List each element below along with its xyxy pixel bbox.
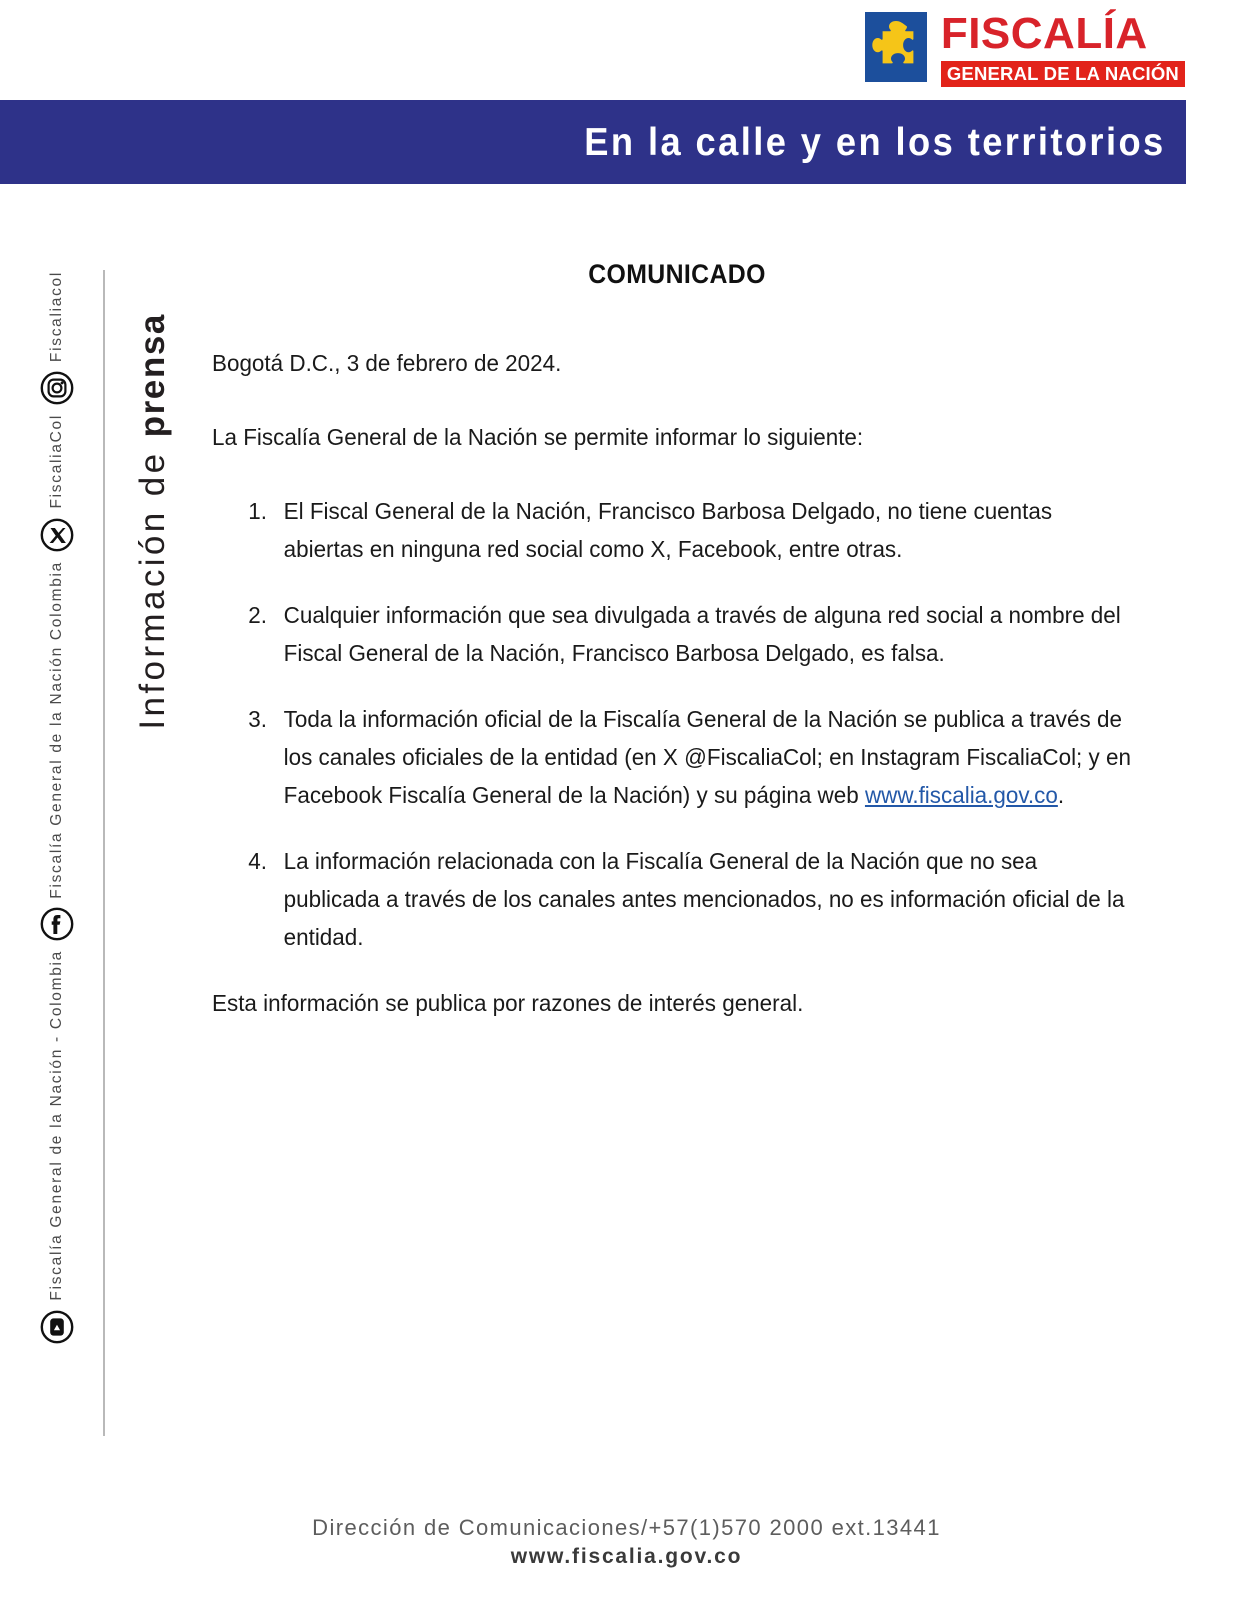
list-item [212,842,1136,956]
instagram-icon[interactable] [40,371,74,405]
list-item-text: La información relacionada con la Fiscalía General de la Nación que no sea publicada a través de los canales antes mencionados, no es información oficial de la entidad. [283,848,1125,950]
footer-contact: Dirección de Comunicaciones/+57(1)570 2000 ext.13441 [312,1515,941,1540]
intro-paragraph: La Fiscalía General de la Nación se permite informar lo siguiente: [212,424,864,450]
list-item [212,700,1136,814]
campaign-banner [0,100,1186,184]
list-item-number: 2. [248,602,268,628]
rail-item-youtube-label: Fiscalía General de la Nación - Colombia [48,950,65,1301]
vertical-divider [103,270,105,1436]
footer-website: www.fiscalia.gov.co [510,1545,743,1568]
logo-subtitle: GENERAL DE LA NACIÓN [941,61,1185,87]
rail-item-facebook[interactable] [40,552,74,942]
rail-item-instagram-label: Fiscaliacol [48,271,65,363]
rail-item-x-twitter[interactable] [40,405,74,552]
list-item-text-tail: . [1057,782,1065,808]
x-twitter-icon[interactable] [40,518,74,552]
document-body [212,258,1142,1058]
social-media-rail [26,262,88,1442]
list-item-number: 4. [248,848,268,874]
section-label-bold: prensa [133,313,172,438]
logo-wordmark [940,9,1185,87]
list-item-text: Toda la información oficial de la Fiscalía General de la Nación se publica a través de los canales oficiales de la entidad (en X @FiscaliaCol; en Instagram FiscaliaCol; y en Facebook Fiscalía General de la Nación) y su página web [283,706,1131,808]
list-item-text: Cualquier información que sea divulgada a través de alguna red social a nombre del Fiscal General de la Nación, Francisco Barbosa Delgado, es falsa. [283,602,1121,666]
list-item [212,492,1136,568]
numbered-list [212,492,1142,956]
list-item-number: 1. [248,498,268,524]
campaign-banner-title: En la calle y en los territorios [584,120,1166,164]
rail-item-youtube[interactable] [40,941,74,1344]
rail-item-x-twitter-label: FiscaliaCol [48,414,65,509]
website-link[interactable]: www.fiscalia.gov.co [864,782,1058,808]
fiscalia-logo [865,9,1185,87]
dateline: Bogotá D.C., 3 de febrero de 2024. [212,350,562,376]
list-item [212,596,1136,672]
logo-title: FISCALÍA [940,9,1148,58]
youtube-icon[interactable] [40,1310,74,1344]
facebook-icon[interactable] [40,907,74,941]
closing-paragraph: Esta información se publica por razones de interés general. [212,990,804,1016]
list-item-text: El Fiscal General de la Nación, Francisco Barbosa Delgado, no tiene cuentas abiertas en ninguna red social como X, Facebook, entre otras. [283,498,1053,562]
section-label-light: Información de [133,437,172,730]
section-label [118,270,188,730]
page-footer [0,1513,1253,1571]
page-title: COMUNICADO [588,259,766,289]
rail-item-instagram[interactable] [40,262,74,405]
list-item-number: 3. [248,706,268,732]
puzzle-piece-icon [865,12,927,82]
rail-item-facebook-label: Fiscalía General de la Nación Colombia [48,560,65,899]
